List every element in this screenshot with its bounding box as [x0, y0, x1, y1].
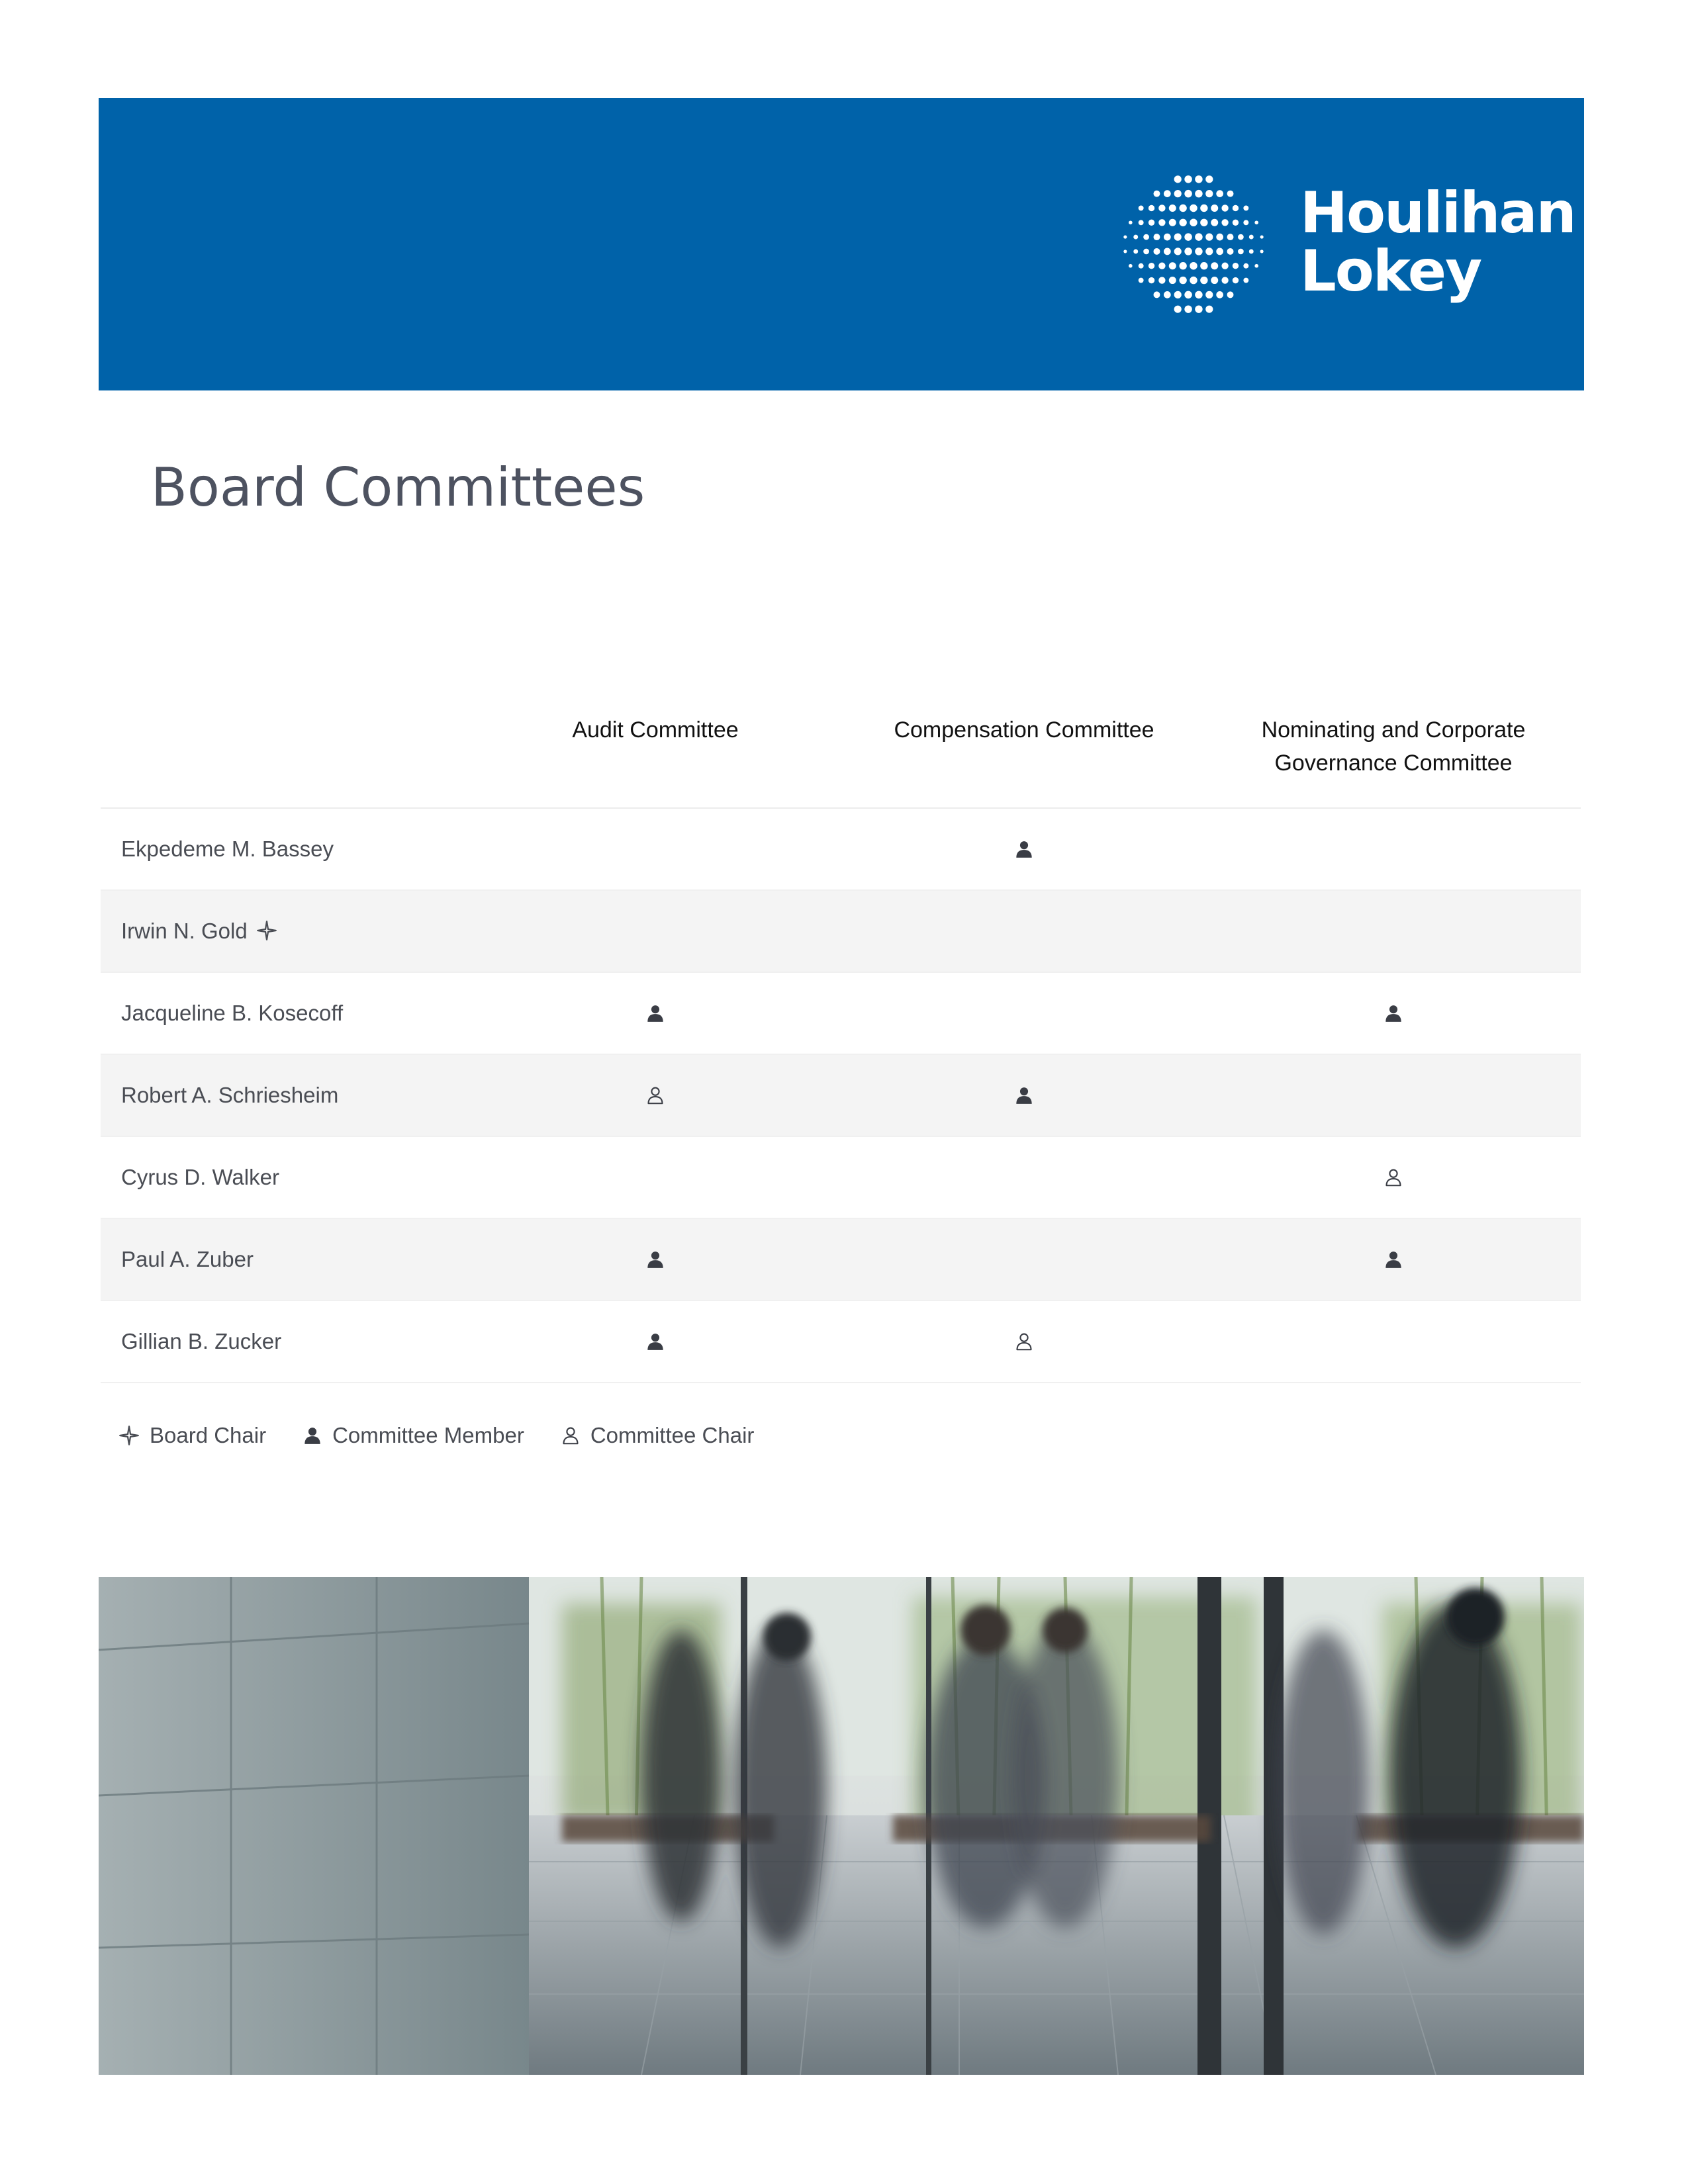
- person-filled-icon: [646, 1004, 665, 1023]
- person-filled-icon: [1384, 1004, 1403, 1023]
- lobby-photo-illustration: [99, 1577, 1584, 2075]
- cell-audit: [635, 1219, 675, 1300]
- globe-logo-icon: [1115, 166, 1272, 324]
- column-header-audit: Audit Committee: [572, 717, 739, 743]
- director-name-text: Ekpedeme M. Bassey: [121, 837, 334, 861]
- header-banner: [99, 98, 1584, 390]
- table-row: [101, 1219, 1581, 1301]
- table-row: [101, 973, 1581, 1055]
- legend-board-chair-label: Board Chair: [150, 1423, 267, 1447]
- director-name-text: Robert A. Schriesheim: [121, 1083, 339, 1107]
- cell-audit: [635, 973, 675, 1054]
- table-row: [101, 891, 1581, 973]
- person-filled-icon: [646, 1250, 665, 1269]
- director-name: [121, 1055, 338, 1136]
- cell-nominating: [1374, 973, 1413, 1054]
- person-outline-icon: [561, 1426, 580, 1445]
- person-filled-icon: [646, 1332, 665, 1351]
- committee-table: [101, 702, 1581, 1383]
- legend-committee-member-label: Committee Member: [332, 1423, 524, 1447]
- cell-audit: [635, 1055, 675, 1136]
- person-filled-icon: [1015, 840, 1033, 858]
- sparkle-icon: [257, 921, 277, 940]
- page-title: Board Committees: [151, 457, 645, 518]
- legend-board-chair: [119, 1423, 266, 1448]
- person-outline-icon: [646, 1086, 665, 1105]
- person-outline-icon: [1015, 1332, 1033, 1351]
- brand-wordmark: [1300, 180, 1575, 304]
- cell-nominating: [1374, 1219, 1413, 1300]
- cell-compensation: [1004, 1301, 1044, 1382]
- legend-committee-chair: [561, 1423, 755, 1448]
- brand-line-1: Houlihan: [1300, 180, 1575, 246]
- director-name: [121, 809, 334, 889]
- person-filled-icon: [1015, 1086, 1033, 1105]
- brand-line-2: Lokey: [1300, 238, 1481, 304]
- cell-nominating: [1374, 1137, 1413, 1218]
- director-name-text: Gillian B. Zucker: [121, 1329, 282, 1353]
- director-name: [121, 1137, 279, 1218]
- cell-compensation: [1004, 1055, 1044, 1136]
- director-name-text: Irwin N. Gold: [121, 919, 248, 943]
- director-name-text: Jacqueline B. Kosecoff: [121, 1001, 344, 1025]
- table-row: [101, 1137, 1581, 1219]
- legend-committee-chair-label: Committee Chair: [590, 1423, 755, 1447]
- director-name-text: Paul A. Zuber: [121, 1247, 254, 1271]
- office-lobby-photo: [99, 1577, 1584, 2075]
- table-row: [101, 1055, 1581, 1137]
- column-header-nominating: Nominating and Corporate Governance Committee: [1261, 717, 1526, 776]
- person-filled-icon: [303, 1426, 322, 1445]
- column-header-compensation: Compensation Committee: [894, 717, 1154, 743]
- table-row: [101, 1301, 1581, 1383]
- table-row: [101, 809, 1581, 891]
- cell-audit: [635, 1301, 675, 1382]
- director-name: [121, 1301, 281, 1382]
- director-name: [121, 1219, 254, 1300]
- director-name: [121, 891, 277, 972]
- sparkle-icon: [119, 1426, 139, 1445]
- table-body: [101, 809, 1581, 1383]
- legend: [119, 1423, 791, 1448]
- legend-committee-member: [303, 1423, 524, 1448]
- person-outline-icon: [1384, 1168, 1403, 1187]
- director-name: [121, 973, 343, 1054]
- table-header: [101, 702, 1581, 809]
- person-filled-icon: [1384, 1250, 1403, 1269]
- cell-compensation: [1004, 809, 1044, 889]
- director-name-text: Cyrus D. Walker: [121, 1165, 279, 1189]
